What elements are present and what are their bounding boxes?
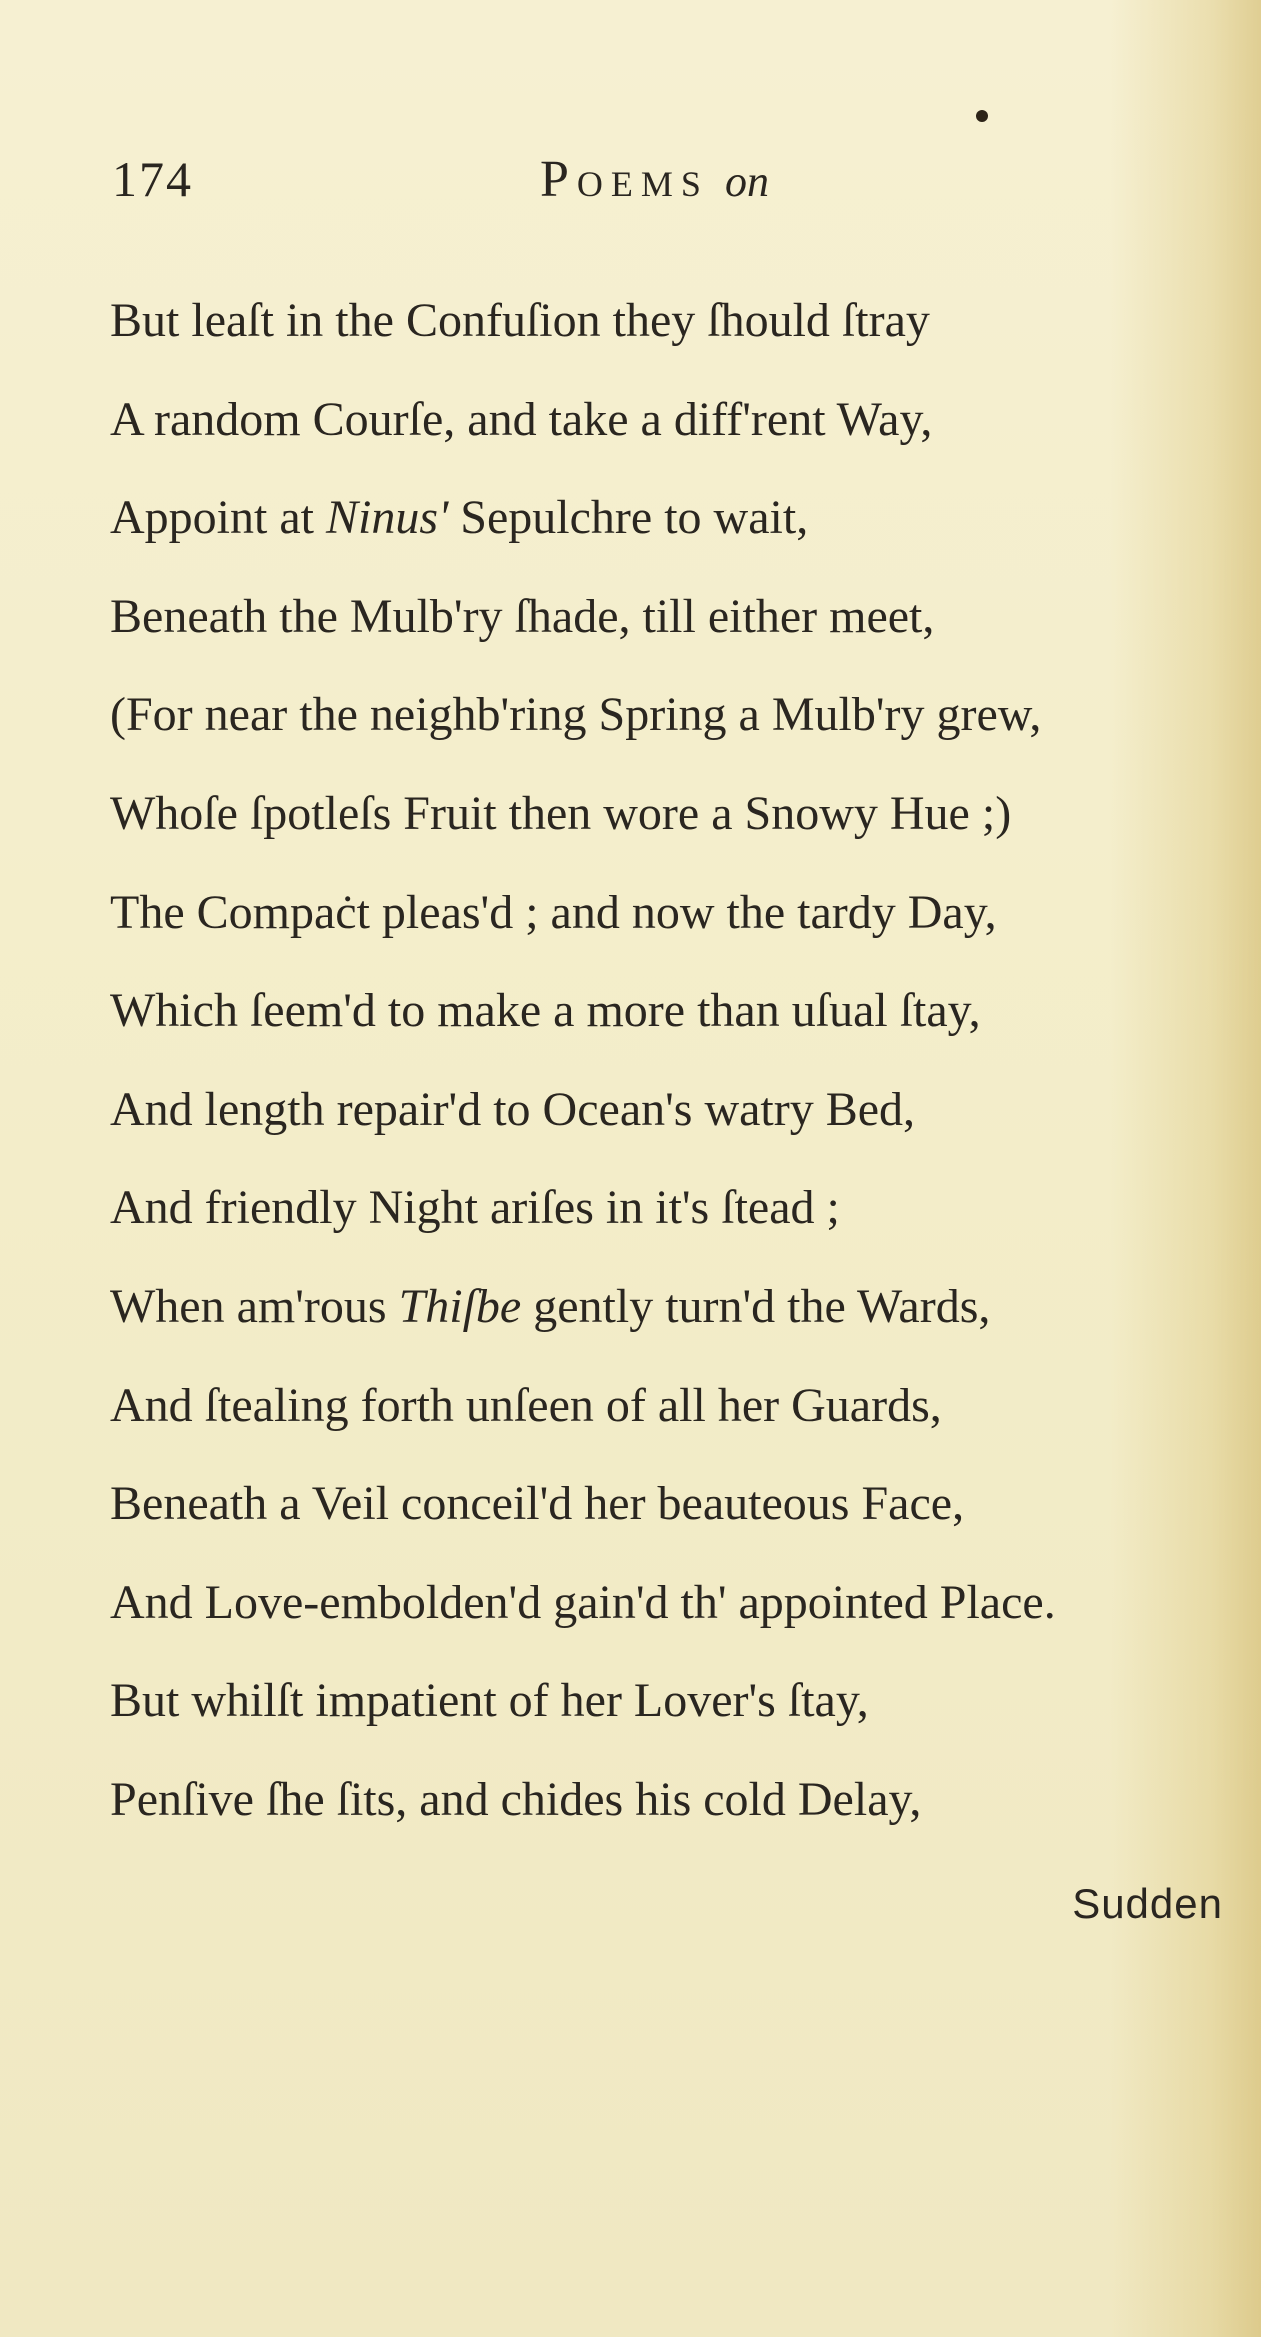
verse-text: And friendly Night ariſes in it's ſtead ; <box>110 1181 840 1235</box>
verse-line <box>110 1159 1230 1258</box>
verse-line <box>110 765 1230 864</box>
verse-text: And length repair'd to Ocean's watry Bed, <box>110 1082 916 1136</box>
verse-text: But leaſt in the Confuſion they ſhould ſtray <box>110 294 930 347</box>
verse-text: gently turn'd the Wards, <box>521 1279 991 1333</box>
verse-line <box>110 1061 1230 1160</box>
verse-line <box>110 962 1230 1061</box>
verse-text: (For near the neighb'ring Spring a Mulb'ry grew, <box>110 688 1042 742</box>
verse-line <box>110 1455 1230 1554</box>
verse-line <box>110 371 1230 470</box>
page-number: 174 <box>112 151 193 207</box>
running-title-italic: on <box>724 157 769 206</box>
page-header <box>0 150 1261 210</box>
verse-text: Beneath a Veil conceil'd her beauteous Face, <box>110 1477 965 1531</box>
verse-text: But whilſt impatient of her Lover's ſtay, <box>110 1674 869 1728</box>
verse-line <box>110 1652 1230 1751</box>
ink-blot <box>976 110 988 122</box>
running-title <box>540 150 769 209</box>
verse-line <box>110 864 1230 963</box>
verse-text: And ſtealing forth unſeen of all her Guards, <box>110 1378 942 1432</box>
verse-text: Appoint at <box>110 491 326 545</box>
verse-italic-name: Thiſbe <box>398 1279 522 1333</box>
poem-body <box>110 272 1230 1850</box>
catchword: Sudden <box>1072 1880 1223 1927</box>
verse-line <box>110 469 1230 568</box>
verse-text: Sepulchre to wait, <box>448 491 809 545</box>
verse-text: Whoſe ſpotleſs Fruit then wore a Snowy Hue ;) <box>110 786 1012 840</box>
verse-text: The Compaċt pleas'd ; and now the tardy Day, <box>110 885 997 939</box>
verse-line <box>110 568 1230 667</box>
verse-line <box>110 1258 1230 1357</box>
verse-line <box>110 1357 1230 1456</box>
running-title-word: Poems <box>540 151 709 208</box>
verse-text: A random Courſe, and take a diff'rent Way, <box>110 392 933 446</box>
verse-text: Penſive ſhe ſits, and chides his cold Delay, <box>110 1772 922 1826</box>
verse-line <box>110 666 1230 765</box>
verse-text: And Love-embolden'd gain'd th' appointed Place. <box>110 1575 1056 1629</box>
verse-text: Beneath the Mulb'ry ſhade, till either meet, <box>110 589 935 643</box>
verse-line <box>110 272 1230 371</box>
verse-text: When am'rous <box>110 1279 399 1333</box>
verse-line <box>110 1751 1230 1850</box>
verse-italic-name: Ninus' <box>325 491 449 545</box>
verse-text: Which ſeem'd to make a more than uſual ſtay, <box>110 984 981 1038</box>
verse-line <box>110 1554 1230 1653</box>
